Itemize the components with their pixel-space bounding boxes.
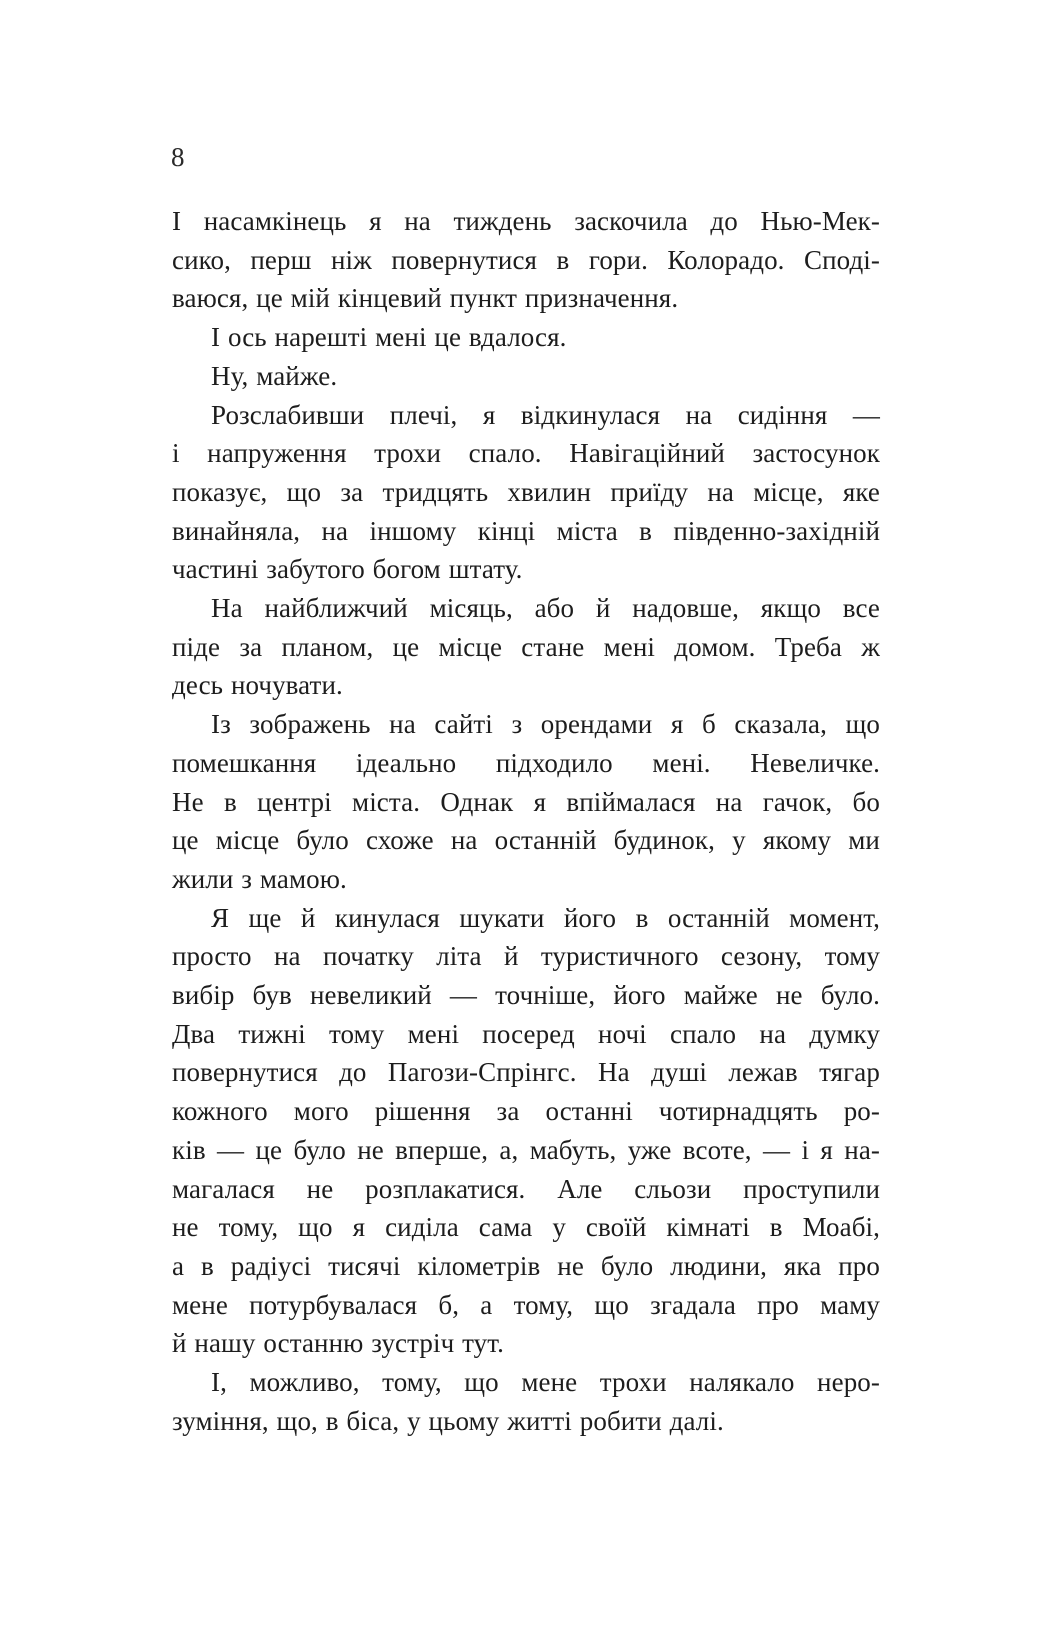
text-line: вибір був невеликий — точніше, його майже не було. bbox=[172, 980, 880, 1011]
paragraph bbox=[172, 318, 880, 357]
text-line: зуміння, що, в біса, у цьому житті робити далі. bbox=[172, 1405, 724, 1436]
text-line: не тому, що я сиділа сама у своїй кімнаті в Моабі, bbox=[172, 1212, 880, 1243]
text-line: І насамкінець я на тиждень заскочила до Нью-Мек- bbox=[172, 206, 880, 236]
paragraph bbox=[172, 357, 880, 396]
text-line: Два тижні тому мені посеред ночі спало на думку bbox=[172, 1018, 880, 1049]
text-line: показує, що за тридцять хвилин приїду на місце, яке bbox=[172, 476, 880, 507]
text-line: Не в центрі міста. Однак я впіймалася на гачок, бо bbox=[172, 786, 880, 817]
text-line: Я ще й кинулася шукати його в останній момент, bbox=[211, 902, 880, 933]
text-line: повернутися до Пагози-Спрінгс. На душі лежав тягар bbox=[172, 1057, 880, 1088]
text-line: І ось нарешті мені це вдалося. bbox=[211, 322, 567, 353]
text-line: Із зображень на сайті з орендами я б сказала, що bbox=[211, 709, 880, 740]
text-line: десь ночувати. bbox=[172, 670, 343, 701]
paragraph bbox=[172, 899, 880, 1363]
paragraph bbox=[172, 589, 880, 705]
paragraph bbox=[172, 705, 880, 899]
text-line: це місце було схоже на останній будинок, у якому ми bbox=[172, 825, 880, 856]
text-line: помешкання ідеально підходило мені. Невеличке. bbox=[172, 747, 880, 778]
text-line: Ну, майже. bbox=[211, 360, 338, 391]
text-line: ваюся, це мій кінцевий пункт призначення. bbox=[172, 283, 679, 314]
text-line: просто на початку літа й туристичного сезону, тому bbox=[172, 941, 880, 972]
text-line: кожного мого рішення за останні чотирнадцять ро- bbox=[172, 1096, 880, 1127]
text-line: Розслабивши плечі, я відкинулася на сидіння — bbox=[211, 399, 880, 430]
text-line: частині забутого богом штату. bbox=[172, 554, 523, 585]
text-line: і напруження трохи спало. Навігаційний застосунок bbox=[172, 438, 880, 469]
text-line: І, можливо, тому, що мене трохи налякало неро- bbox=[211, 1367, 880, 1398]
text-line: жили з мамою. bbox=[172, 863, 347, 894]
page-number: 8 bbox=[171, 142, 185, 172]
text-line: й нашу останню зустріч тут. bbox=[172, 1328, 504, 1359]
text-line: сико, перш ніж повернутися в гори. Колорадо. Споді- bbox=[172, 244, 880, 275]
text-line: піде за планом, це місце стане мені домом. Треба ж bbox=[172, 631, 880, 662]
text-line: магалася не розплакатися. Але сльози проступили bbox=[172, 1173, 880, 1204]
text-line: ків — це було не вперше, а, мабуть, уже всоте, — і я на- bbox=[172, 1134, 880, 1165]
text-block bbox=[172, 202, 880, 1441]
paragraph bbox=[172, 396, 880, 590]
text-line: винайняла, на іншому кінці міста в південно-західній bbox=[172, 515, 880, 546]
text-line: а в радіусі тисячі кілометрів не було людини, яка про bbox=[172, 1250, 880, 1281]
text-line: мене потурбувалася б, а тому, що згадала про маму bbox=[172, 1289, 880, 1320]
text-line: На найближчий місяць, або й надовше, якщо все bbox=[211, 593, 880, 624]
paragraph bbox=[172, 202, 880, 318]
paragraph bbox=[172, 1363, 880, 1440]
